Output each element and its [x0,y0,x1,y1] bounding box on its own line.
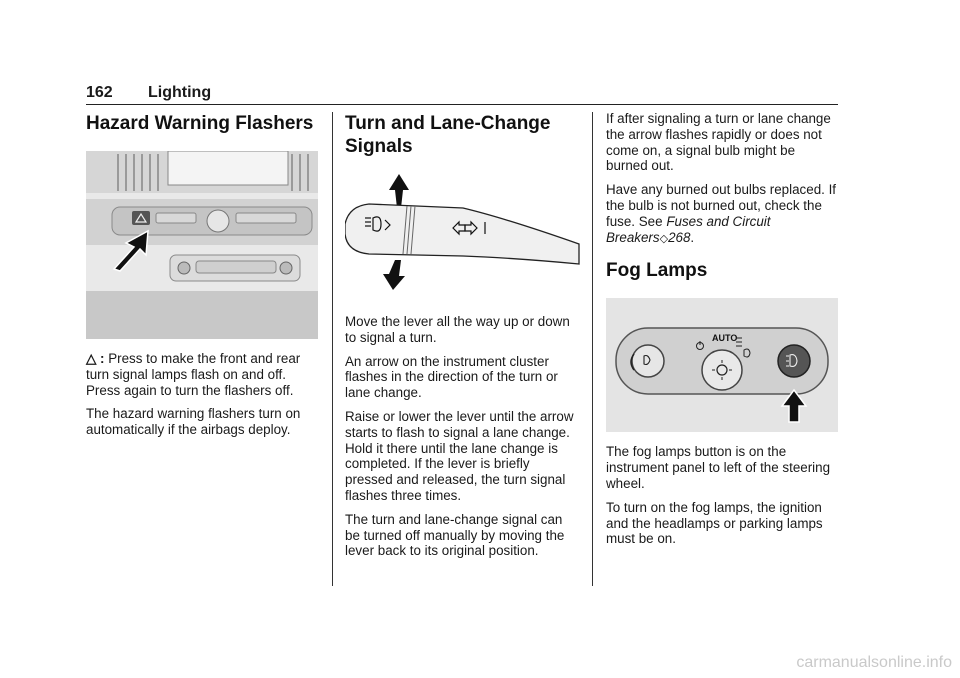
headlamp-knob [702,350,742,390]
auto-label: AUTO [712,333,738,344]
turn-paragraph-1: Move the lever all the way up or down to signal a turn. [345,314,570,345]
hazard-description: △ : Press to make the front and rear turn signal lamps flash on and off. Press again to turn the flashers off. [86,351,301,398]
column-fog [606,111,840,555]
page-ref-icon: ◇ [659,232,669,245]
column-divider-1 [332,112,333,586]
fog-activation-paragraph: To turn on the fog lamps, the ignition and the headlamps or parking lamps must be on. [606,499,823,547]
fog-location-paragraph: The fog lamps button is on the instrument panel to left of the steering wheel. [606,444,831,491]
fuse-reference-link[interactable]: Fuses and Circuit Breakers [606,213,771,245]
column-hazard [86,108,318,446]
section-title: Lighting [148,84,212,101]
hazard-symbol-icon: △ [86,351,97,366]
hazard-button-figure [86,151,318,339]
hazard-heading: Hazard Warning Flashers [86,113,314,134]
arrow-up-icon [389,174,409,208]
hazard-airbag-note: The hazard warning flashers turn on automatically if the airbags deploy. [86,406,301,438]
fog-heading: Fog Lamps [606,260,708,282]
page-header [86,84,838,105]
bulb-out-paragraph: If after signaling a turn or lane change the arrow flashes rapidly or does not come on, a signal bulb might be burned out. [606,111,831,174]
turn-paragraph-4: The turn and lane-change signal can be turned off manually by moving the lever back to its original position. [345,511,565,559]
turn-paragraph-3: Raise or lower the lever until the arrow starts to flash to signal a lane change. Hold it there until the lane change is completed. If the lever is briefly pressed and released, the turn signal flashes three times. [345,408,574,503]
fog-lamp-button [778,345,810,377]
fuse-page-link[interactable]: 268 [668,229,691,245]
fog-lamp-panel-figure [606,298,838,432]
parking-lamp-knob [632,345,664,377]
arrow-down-icon [383,260,405,290]
column-turn-signals [345,108,580,567]
fuse-paragraph: Have any burned out bulbs replaced. If the bulb is not burned out, check the fuse. See Fuses and Circuit Breakers◇268. [606,182,837,245]
turn-heading: Turn and Lane-Change Signals [345,113,551,157]
turn-signal-lever [345,204,579,264]
column-divider-2 [592,112,593,586]
turn-lever-figure [345,172,580,302]
page-number: 162 [86,84,113,101]
watermark: carmanualsonline.info [796,654,952,671]
turn-paragraph-2: An arrow on the instrument cluster flashes in the direction of the turn or lane change. [345,353,558,401]
